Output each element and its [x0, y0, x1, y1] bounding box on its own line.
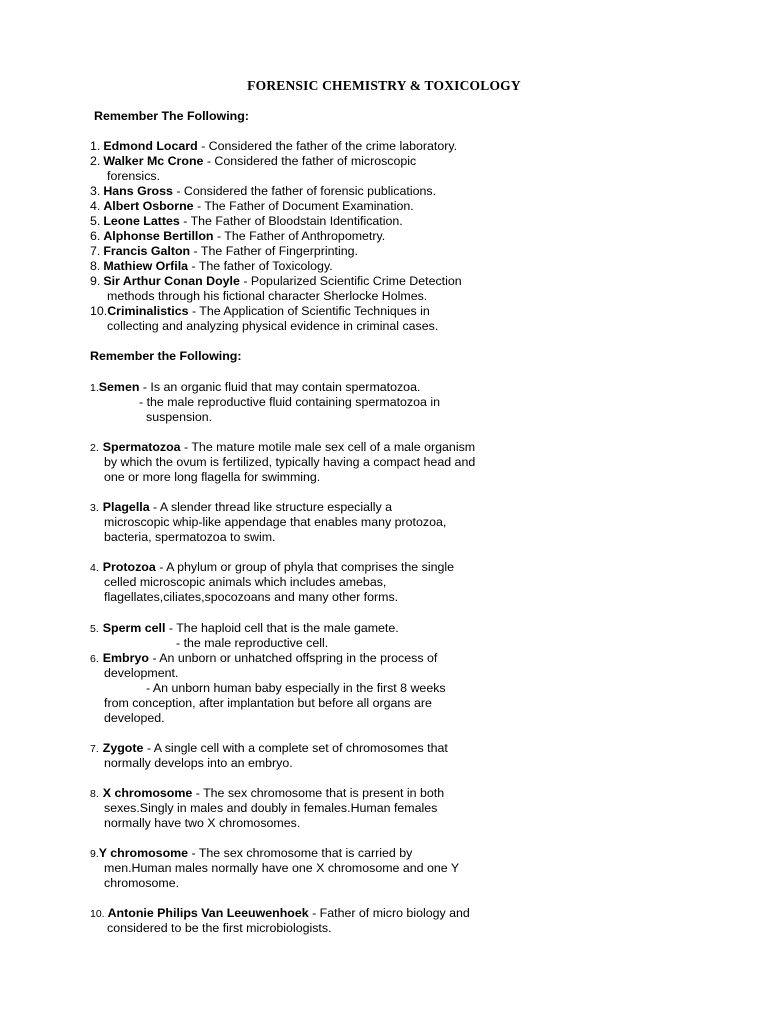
definition-continuation: development.: [104, 666, 179, 680]
list-item: 8. Mathiew Orfila - The father of Toxicology.: [90, 259, 333, 273]
definition-continuation: by which the ovum is fertilized, typically having a compact head and: [104, 455, 476, 469]
definition-continuation: microscopic whip-like appendage that enables many protozoa,: [104, 515, 447, 529]
definition-semen: 1.Semen - Is an organic fluid that may contain spermatozoa.: [90, 380, 421, 394]
list-item: 5. Leone Lattes - The Father of Bloodstain Identification.: [90, 214, 403, 228]
definition-x-chromosome: 8. X chromosome - The sex chromosome that is present in both: [90, 786, 445, 800]
definition-leeuwenhoek: 10. Antonie Philips Van Leeuwenhoek - Father of micro biology and: [90, 906, 470, 920]
definition-continuation: considered to be the first microbiologists.: [107, 921, 332, 935]
definition-embryo: 6. Embryo - An unborn or unhatched offspring in the process of: [90, 651, 438, 665]
definition-zygote: 7. Zygote - A single cell with a complete set of chromosomes that: [90, 741, 448, 755]
definition-continuation: chromosome.: [104, 876, 180, 890]
list-item-continuation: methods through his fictional character Sherlocke Holmes.: [107, 289, 428, 303]
definition-continuation: - the male reproductive fluid containing spermatozoa in: [139, 395, 440, 409]
definition-continuation: normally develops into an embryo.: [104, 756, 293, 770]
section1-heading: Remember The Following:: [94, 109, 249, 123]
definition-plagella: 3. Plagella - A slender thread like structure especially a: [90, 500, 393, 514]
definition-continuation: suspension.: [146, 410, 213, 424]
list-item: 1. Edmond Locard - Considered the father of the crime laboratory.: [90, 139, 458, 153]
list-item-continuation: forensics.: [107, 169, 161, 183]
definition-sperm-cell: 5. Sperm cell - The haploid cell that is the male gamete.: [90, 621, 399, 635]
definition-continuation: flagellates,ciliates,spocozoans and many other forms.: [104, 590, 399, 604]
definition-continuation: developed.: [104, 711, 165, 725]
list-item: 6. Alphonse Bertillon - The Father of Anthropometry.: [90, 229, 386, 243]
page-title: [0, 78, 768, 94]
definition-protozoa: 4. Protozoa - A phylum or group of phyla that comprises the single: [90, 560, 455, 574]
definition-continuation: - An unborn human baby especially in the first 8 weeks: [146, 681, 446, 695]
list-item-continuation: collecting and analyzing physical evidence in criminal cases.: [107, 319, 439, 333]
list-item: 3. Hans Gross - Considered the father of forensic publications.: [90, 184, 437, 198]
list-item: 7. Francis Galton - The Father of Fingerprinting.: [90, 244, 358, 258]
list-item: 9. Sir Arthur Conan Doyle - Popularized Scientific Crime Detection: [90, 274, 462, 288]
definition-continuation: men.Human males normally have one X chromosome and one Y: [104, 861, 460, 875]
definition-continuation: bacteria, spermatozoa to swim.: [104, 530, 276, 544]
list-item: 10.Criminalistics - The Application of Scientific Techniques in: [90, 304, 430, 318]
list-item: 2. Walker Mc Crone - Considered the father of microscopic: [90, 154, 417, 168]
section2-heading: Remember the Following:: [90, 349, 242, 363]
definition-continuation: one or more long flagella for swimming.: [104, 470, 321, 484]
definition-continuation: celled microscopic animals which includes amebas,: [104, 575, 387, 589]
definition-continuation: from conception, after implantation but before all organs are: [104, 696, 432, 710]
definition-continuation: normally have two X chromosomes.: [104, 816, 301, 830]
list-item: 4. Albert Osborne - The Father of Document Examination.: [90, 199, 414, 213]
definition-y-chromosome: 9.Y chromosome - The sex chromosome that is carried by: [90, 846, 413, 860]
definition-continuation: sexes.Singly in males and doubly in females.Human females: [104, 801, 438, 815]
page-title-text: FORENSIC CHEMISTRY & TOXICOLOGY: [247, 78, 521, 93]
definition-spermatozoa: 2. Spermatozoa - The mature motile male sex cell of a male organism: [90, 440, 476, 454]
definition-continuation: - the male reproductive cell.: [176, 636, 329, 650]
